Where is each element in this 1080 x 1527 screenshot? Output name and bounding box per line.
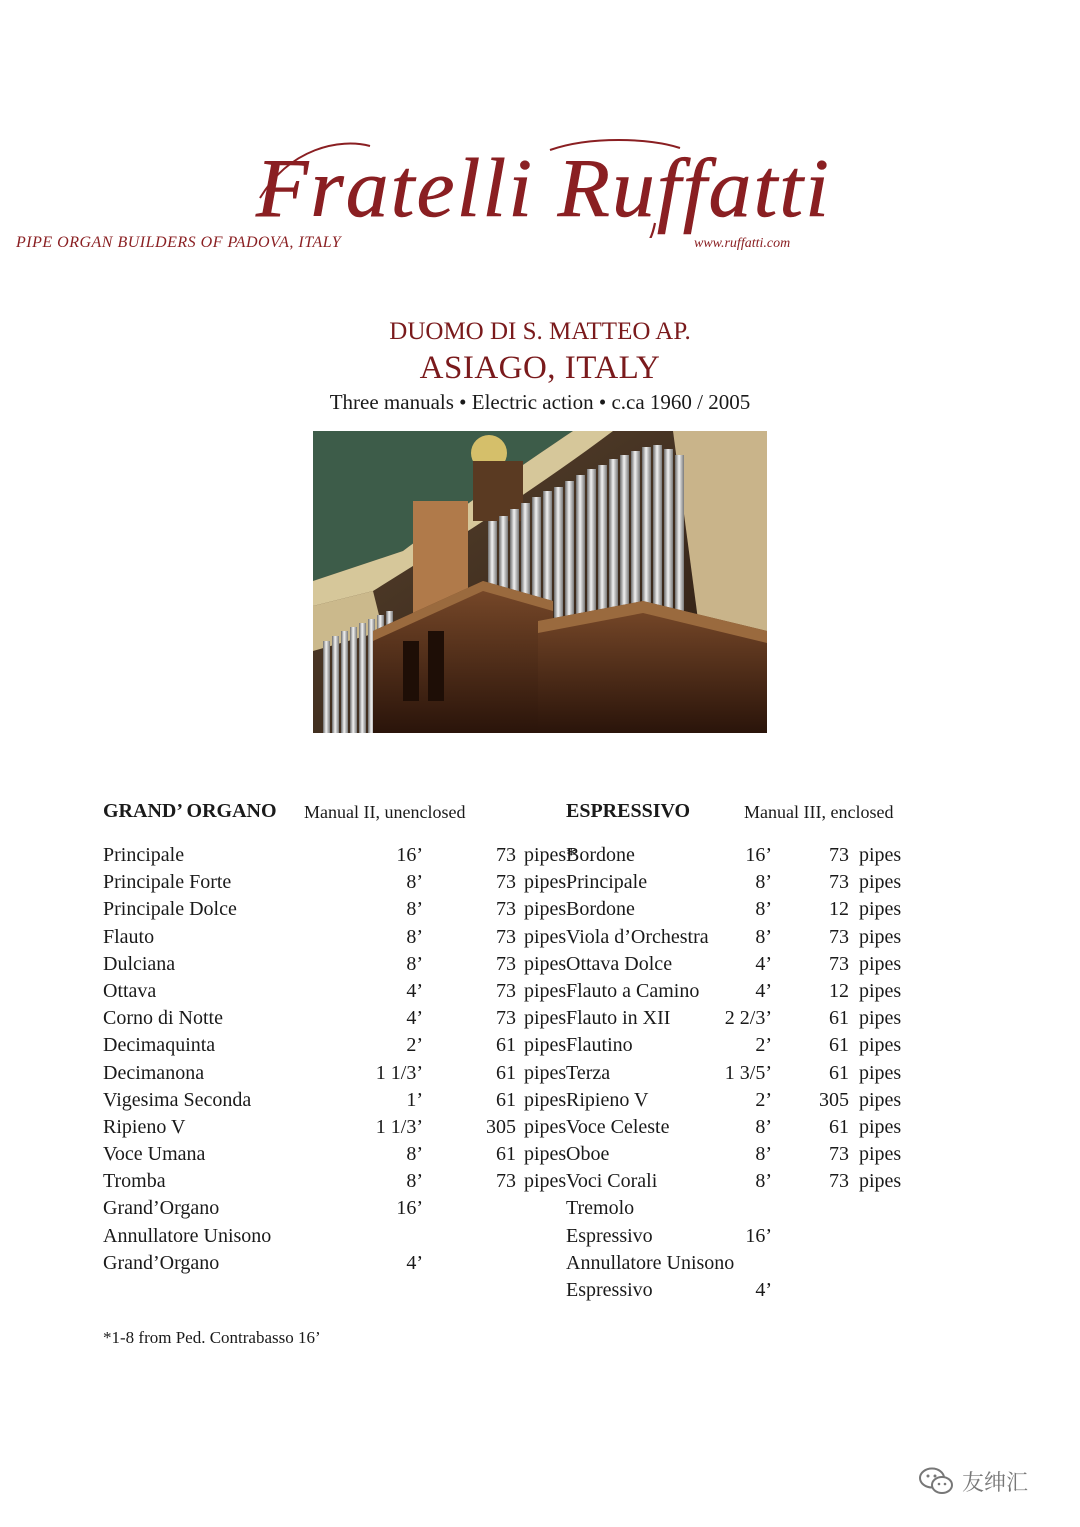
page-header [0,316,1080,416]
stop-pipe-count: 73 [496,952,516,975]
logo-url: www.ruffatti.com [694,236,791,251]
stop-name: Viola d’Orchestra [566,925,709,948]
stop-pitch: 2’ [755,1034,772,1057]
stop-name: Espressivo [566,1224,653,1247]
stop-pipe-count: 73 [829,871,849,894]
stop-pipe-count: 73 [829,844,849,866]
stop-pipe-count: 73 [496,925,516,948]
stop-pitch: 2 2/3’ [724,1007,772,1030]
stop-pipe-count: 73 [496,898,516,921]
stop-pipe-count: 73 [496,1170,516,1193]
organ-photo [313,431,767,733]
stop-pipe-unit: pipes [524,1143,567,1166]
stop-pitch: 8’ [406,925,423,948]
stop-pipe-unit: pipes [859,1061,902,1084]
stop-name: Terza [566,1061,611,1084]
stop-pitch: 1 1/3’ [375,1115,423,1138]
footnote: *1-8 from Ped. Contrabasso 16’ [103,1328,321,1347]
stop-pipe-unit: pipes [524,1061,567,1084]
division-subtitle: Manual II, unenclosed [304,802,466,822]
stop-pipe-unit: pipes [524,979,567,1002]
stop-pipe-unit: pipes [524,1170,567,1193]
stop-pipe-unit: pipes [859,1115,902,1138]
stop-pipe-unit: pipes [859,1007,902,1030]
stop-name: Flauto [103,925,155,948]
stop-name: Voci Corali [566,1170,658,1193]
stop-pitch: 4’ [755,1279,772,1301]
stop-name: Decimaquinta [103,1034,216,1057]
stop-name: Corno di Notte [103,1007,223,1030]
stop-name: Voce Umana [103,1143,206,1166]
stop-pipe-unit: pipes [859,979,902,1002]
stop-pitch: 8’ [755,1170,772,1193]
church-name: DUOMO DI S. MATTEO AP. [389,318,691,345]
stop-name: Principale [566,871,648,894]
stop-pipe-count: 305 [486,1115,516,1138]
stop-pitch: 8’ [406,952,423,975]
division-title: ESPRESSIVO [566,800,691,822]
stop-pipe-count: 12 [829,979,849,1002]
stop-pipe-unit: pipes [524,871,567,894]
stop-pitch: 4’ [406,1251,423,1274]
stop-pitch: 4’ [755,979,772,1002]
stop-pipe-unit: pipes [524,1007,567,1030]
stop-pipe-unit: pipes [859,898,902,921]
stop-pipe-count: 61 [496,1061,516,1084]
stop-pipe-count: 61 [829,1034,849,1057]
stop-pitch: 8’ [406,871,423,894]
stop-name: Dulciana [103,952,176,975]
stop-pipe-count: 61 [829,1115,849,1138]
logo-tagline: PIPE ORGAN BUILDERS OF PADOVA, ITALY [16,234,342,251]
stop-pipe-count: 73 [496,844,516,866]
watermark [918,1464,1028,1498]
stop-pipe-unit: pipes [859,871,902,894]
stop-pipe-count: 73 [496,979,516,1002]
stop-name: Flauto in XII [566,1007,671,1030]
stop-pipe-unit: pipes [859,925,902,948]
stop-pitch: 8’ [406,1170,423,1193]
stop-pipe-count: 73 [496,871,516,894]
stop-pipe-unit: pipes [524,1115,567,1138]
stop-name: Ripieno V [103,1115,186,1138]
stop-pitch: 2’ [406,1034,423,1057]
stop-pitch: 4’ [406,1007,423,1030]
stop-name: Vigesima Seconda [103,1088,252,1111]
stop-pitch: 2’ [755,1088,772,1111]
stop-pipe-count: 61 [496,1034,516,1057]
stop-pitch: 1 3/5’ [724,1061,772,1084]
stop-pitch: 8’ [406,898,423,921]
division-subtitle: Manual III, enclosed [744,802,894,822]
division-title: GRAND’ ORGANO [103,800,277,822]
stop-pipe-unit: pipes [524,925,567,948]
stop-name: Flauto a Camino [566,979,700,1002]
stop-pipe-unit: pipes [859,952,902,975]
stop-pitch: 16’ [745,1224,772,1247]
stop-name: Principale [103,844,185,866]
stop-pipe-count: 61 [496,1088,516,1111]
stop-pitch: 8’ [755,898,772,921]
stop-name: Oboe [566,1143,610,1166]
stop-pitch: 8’ [755,1143,772,1166]
stop-pipe-count: 305 [819,1088,849,1111]
logo-script [250,128,840,238]
stop-pipe-unit: pipes [859,1088,902,1111]
stop-name: Bordone [566,898,635,921]
stop-pitch: 8’ [755,925,772,948]
stop-pitch: 1 1/3’ [375,1061,423,1084]
logo-script-text: Fratelli Ruffatti [254,142,831,235]
organ-photo-illustration [313,431,767,733]
stop-name: Decimanona [103,1061,205,1084]
city-name: ASIAGO, ITALY [419,350,661,386]
stop-name: Principale Forte [103,871,232,894]
stop-pitch: 4’ [406,979,423,1002]
stop-name: Grand’Organo [103,1197,220,1220]
stop-name: Tremolo [566,1197,635,1220]
stop-pitch: 16’ [745,844,772,866]
stop-pipe-unit: pipes [524,1034,567,1057]
stop-pipe-count: 73 [829,1143,849,1166]
stop-pipe-count: 73 [496,1007,516,1030]
stop-name: Ottava Dolce [566,952,673,975]
stop-name: Tromba [103,1170,166,1193]
stop-pipe-count: 73 [829,1170,849,1193]
stop-pitch: 16’ [396,1197,423,1220]
stop-pipe-count: 61 [829,1061,849,1084]
stop-pipe-unit: pipes [524,1088,567,1111]
organ-specs: Three manuals • Electric action • c.ca 1960 / 2005 [329,390,751,414]
stop-name: Espressivo [566,1279,653,1301]
stop-pipe-count: 61 [829,1007,849,1030]
wechat-icon [918,1466,954,1496]
stop-name: Flautino [566,1034,633,1057]
stop-pitch: 4’ [755,952,772,975]
stop-name: Ripieno V [566,1088,649,1111]
watermark-text: 友绅汇 [962,1470,1029,1496]
stop-pitch: 16’ [396,844,423,866]
stop-pipe-unit: pipes [524,898,567,921]
stop-pitch: 8’ [406,1143,423,1166]
stop-pitch: 1’ [406,1088,423,1111]
stop-pipe-count: 73 [829,952,849,975]
stop-pipe-unit: pipes [524,952,567,975]
stop-name: Bordone [566,844,635,866]
stop-name: Annullatore Unisono [566,1251,735,1274]
stop-pipe-unit: pipes [859,1170,902,1193]
stop-pipe-unit: pipes [859,1034,902,1057]
stop-pipe-unit: pipes [859,1143,902,1166]
stop-pipe-unit: pipes [859,844,902,866]
stop-pipe-count: 12 [829,898,849,921]
stop-name: Ottava [103,979,157,1002]
stop-pipe-count: 73 [829,925,849,948]
stop-name: Voce Celeste [566,1115,670,1138]
stop-name: Annullatore Unisono [103,1224,272,1247]
stop-pipe-unit: pipes* [524,844,577,866]
stop-name: Grand’Organo [103,1251,220,1274]
stop-pitch: 8’ [755,871,772,894]
stop-pipe-count: 61 [496,1143,516,1166]
stop-pitch: 8’ [755,1115,772,1138]
stop-name: Principale Dolce [103,898,237,921]
